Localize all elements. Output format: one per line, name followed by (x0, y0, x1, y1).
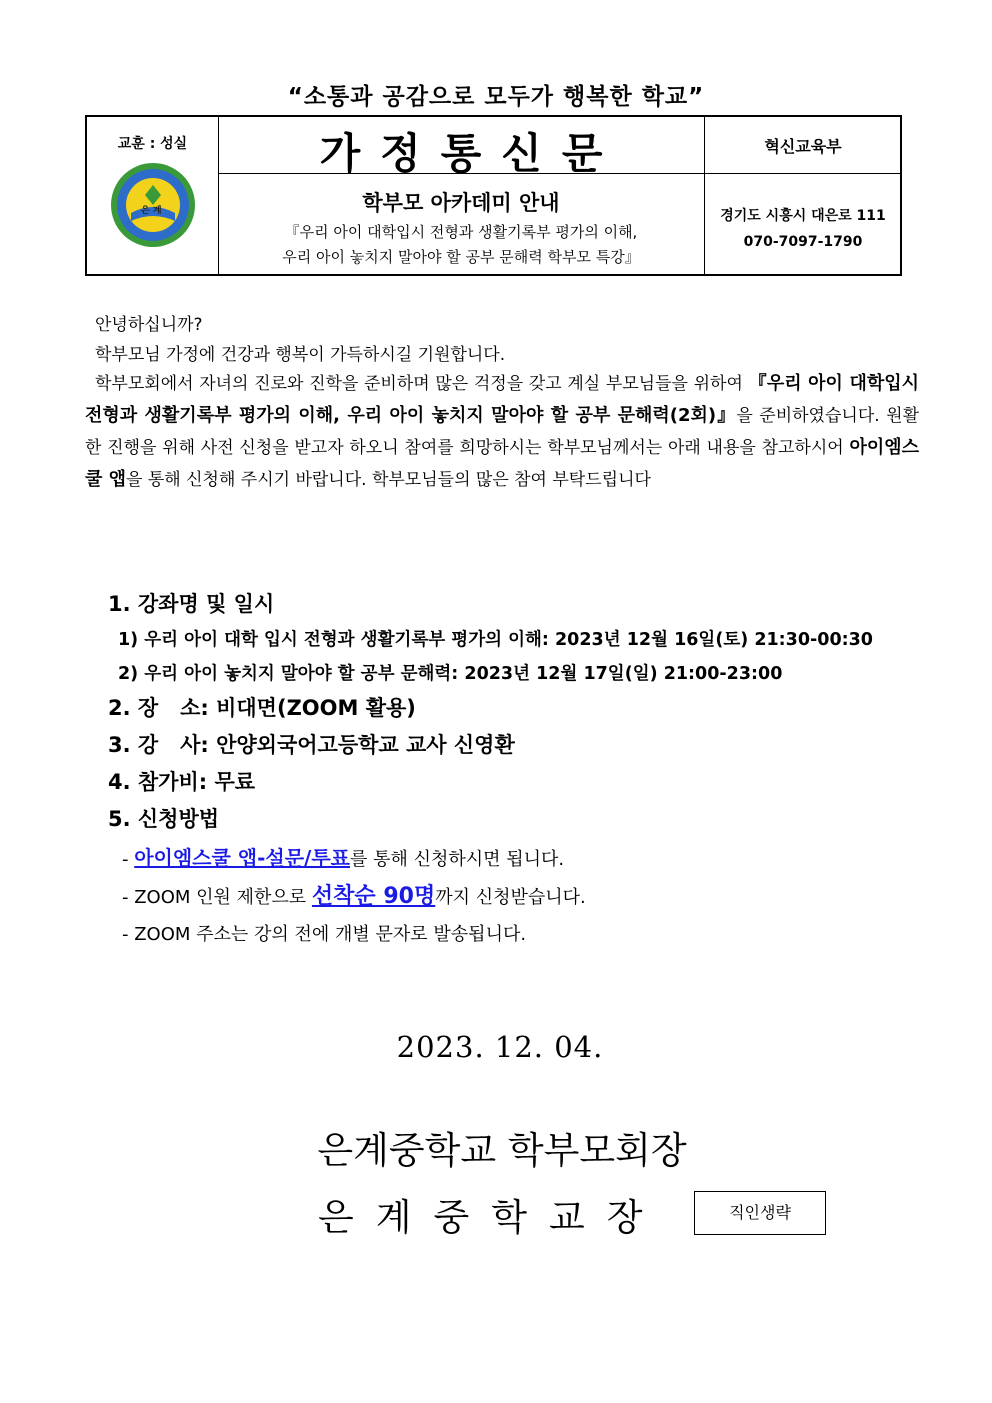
school-logo-icon (109, 161, 197, 249)
capacity-highlight: 선착순 90명 (311, 884, 436, 909)
section-heading: 5. 신청방법 (108, 807, 220, 831)
logo-text: 은 계 (141, 206, 162, 216)
app-link[interactable]: 아이엠스쿨 앱-설문/투표 (134, 846, 350, 870)
school-contact (704, 203, 902, 255)
school-motto: 교훈 : 성실 (117, 136, 188, 152)
page-title: 가정통신문 (319, 129, 623, 178)
greeting-line: 안녕하십니까? (95, 315, 203, 335)
section-heading: 3. 강 사: 안양외국어고등학교 교사 신영환 (108, 733, 515, 757)
notice-description (218, 220, 704, 270)
seal-omitted-box: 직인생략 (694, 1191, 826, 1235)
section-heading: 1. 강좌명 및 일시 (108, 592, 275, 616)
lecture-title: 『우리 아이 대학입시 전형과 생활기록부 평가의 이해, 우리 아이 놓치지 말아야 할 공부 문해력(2회)』 (85, 373, 919, 426)
schedule-item: 1) 우리 아이 대학 입시 전형과 생활기록부 평가의 이해: 2023년 12월 16일(토) 21:30-00:30 (118, 630, 873, 650)
step-text: - ZOOM 인원 제한으로 (122, 887, 312, 908)
schedule-item: 2) 우리 아이 놓치지 말아야 할 공부 문해력: 2023년 12월 17일(일) 21:00-23:00 (118, 664, 783, 684)
description-line: 우리 아이 놓치지 말아야 할 공부 문해력 학부모 특강』 (282, 248, 640, 266)
body-paragraph (85, 368, 919, 496)
notice-subtitle: 학부모 아카데미 안내 (362, 191, 560, 215)
association-head: 은계중학교 학부모회장 (317, 1129, 687, 1172)
school-phone: 070-7097-1790 (743, 234, 863, 250)
step-text: 까지 신청받습니다. (435, 887, 586, 908)
app-name: 아이엠스쿨 앱 (85, 437, 919, 490)
department-name: 혁신교육부 (764, 137, 842, 156)
principal-signature: 은계중학교장 (318, 1196, 665, 1239)
application-step (122, 842, 564, 871)
school-slogan: “소통과 공감으로 모두가 행복한 학교” (287, 84, 705, 110)
application-step: - ZOOM 주소는 강의 전에 개별 문자로 발송됩니다. (122, 924, 527, 945)
header-table (85, 115, 902, 276)
body-text: 을 준비하였습니다. 원활한 진행을 위해 사전 신청을 받고자 하오니 참여를 희망하시는 학부모님께서는 아래 내용을 참고하시어 (85, 406, 919, 458)
body-text: 학부모회에서 자녀의 진로와 진학을 준비하며 많은 걱정을 갖고 계실 부모님들을 위하여 (95, 374, 749, 394)
application-step (122, 879, 586, 910)
section-heading: 4. 참가비: 무료 (108, 770, 256, 794)
school-address: 경기도 시흥시 대은로 111 (720, 208, 886, 224)
description-line: 『우리 아이 대학입시 전형과 생활기록부 평가의 이해, (284, 223, 638, 241)
bullet: - (122, 849, 135, 870)
body-text: 을 통해 신청해 주시기 바랍니다. 학부모님들의 많은 참여 부탁드립니다 (126, 470, 651, 490)
greeting-line: 학부모님 가정에 건강과 행복이 가득하시길 기원합니다. (95, 345, 506, 365)
step-text: 를 통해 신청하시면 됩니다. (350, 849, 565, 870)
issue-date: 2023. 12. 04. (396, 1030, 604, 1064)
section-heading: 2. 장 소: 비대면(ZOOM 활용) (108, 696, 416, 720)
